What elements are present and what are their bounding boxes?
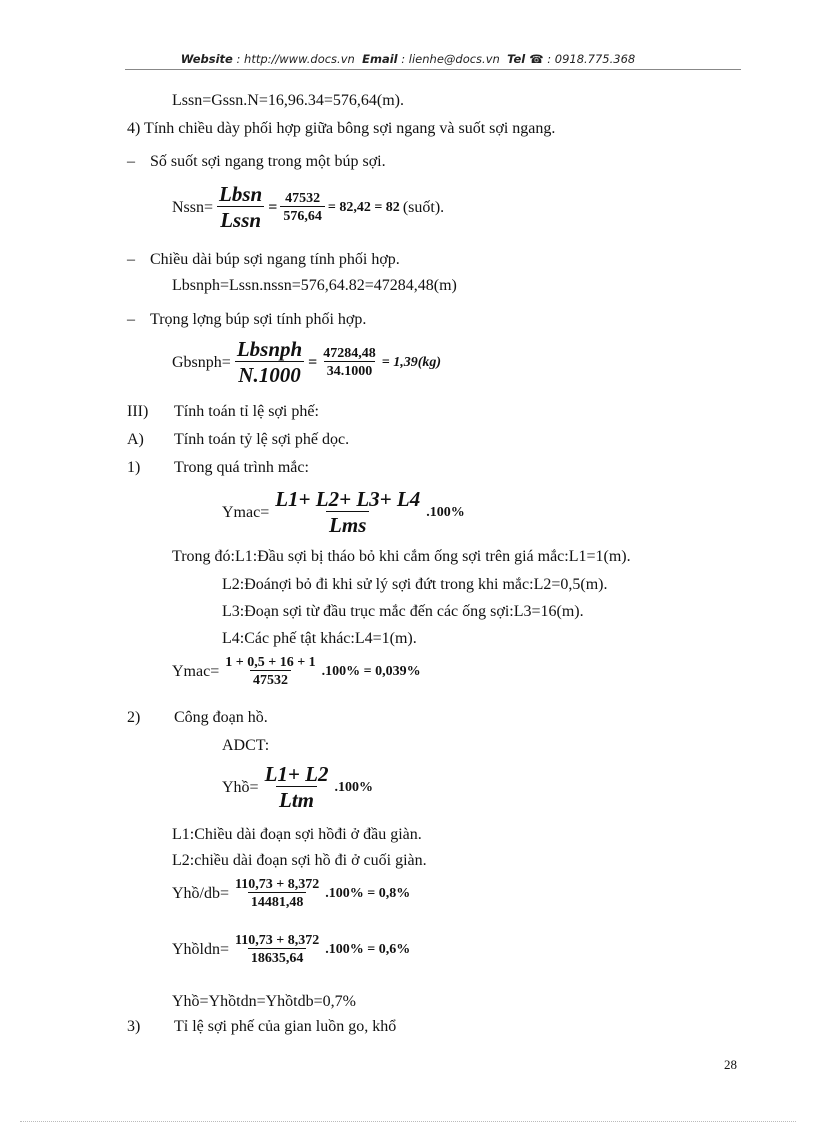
section-heading: Công đoạn hồ. bbox=[174, 709, 268, 726]
tel-label: Tel ☎ bbox=[507, 52, 544, 66]
page-header bbox=[0, 54, 816, 66]
text-line-yho-total: Yhồ=Yhồtdn=Yhồtdb=0,7% bbox=[172, 993, 356, 1010]
denominator: N.1000 bbox=[235, 361, 303, 387]
fraction bbox=[216, 183, 265, 232]
formula-result: .100% bbox=[334, 779, 373, 795]
numerator: 110,73 + 8,372 bbox=[235, 877, 320, 892]
numerator: 110,73 + 8,372 bbox=[235, 933, 320, 948]
section-number: 2) bbox=[127, 709, 141, 726]
formula-lhs: Ymac= bbox=[172, 662, 220, 680]
page-number: 28 bbox=[724, 1057, 737, 1072]
formula-yho-db bbox=[172, 877, 410, 911]
formula-gbsnph: Gbsnph= Lbsnph N.1000 = $\frac{47284,48}{34.1000}$ = 1,39(kg) bbox=[172, 337, 442, 388]
numerator: L1+ L2 bbox=[264, 762, 329, 786]
numerator: 1 + 0,5 + 16 + 1 bbox=[225, 655, 316, 670]
text-line-lbsnph: Lbsnph=Lssn.nssn=576,64.82=47284,48(m) bbox=[172, 277, 457, 294]
formula-unit: (suốt). bbox=[402, 198, 445, 216]
dash-bullet: – bbox=[127, 251, 135, 268]
text-line-adct: ADCT: bbox=[222, 737, 270, 754]
fraction bbox=[280, 191, 325, 225]
section-heading: Tính toán tỉ lệ sợi phế: bbox=[174, 403, 319, 420]
text-line-trong-luong: Trọng lợng búp sợi tính phối hợp. bbox=[150, 311, 367, 328]
fraction bbox=[272, 488, 423, 537]
formula-result: .100% = 0,8% bbox=[325, 885, 411, 901]
formula-result: .100% bbox=[426, 504, 465, 520]
denominator: 34.1000 bbox=[324, 361, 376, 379]
numerator: 47284,48 bbox=[323, 345, 376, 361]
denominator: Lssn bbox=[217, 206, 264, 232]
section-number: 1) bbox=[127, 459, 141, 476]
numerator: L1+ L2+ L3+ L4 bbox=[275, 487, 421, 511]
fraction bbox=[222, 655, 318, 689]
text-line-l3: L3:Đoạn sợi từ đầu trục mắc đến các ống sợi:L3=16(m). bbox=[222, 603, 584, 620]
formula-nssn: Nssn= Lbsn Lssn = $\frac{47532}{576,64}$ = 82,42 = 82 (suốt). bbox=[172, 182, 445, 233]
denominator: 18635,64 bbox=[248, 948, 307, 966]
text-line-l1: Trong đó:L1:Đầu sợi bị tháo bỏ khi cắm ống sợi trên giá mắc:L1=1(m). bbox=[172, 548, 631, 565]
denominator: Lms bbox=[326, 511, 369, 537]
section-number: 3) bbox=[127, 1018, 141, 1035]
formula-result: = 1,39(kg) bbox=[381, 354, 442, 370]
formula-lhs: Ymac= bbox=[222, 503, 270, 521]
denominator: 47532 bbox=[250, 670, 291, 688]
denominator: 14481,48 bbox=[248, 892, 307, 910]
section-heading: Tỉ lệ sợi phế của gian luồn go, khổ bbox=[174, 1018, 397, 1035]
section-number: III) bbox=[127, 403, 149, 420]
fraction bbox=[320, 346, 379, 380]
formula-lhs: Yhồldn= bbox=[172, 940, 230, 958]
numerator: 47532 bbox=[285, 190, 321, 206]
section-heading: Trong quá trình mắc: bbox=[174, 459, 309, 476]
dash-bullet: – bbox=[127, 311, 135, 328]
denominator: 576,64 bbox=[280, 206, 325, 224]
section-number: A) bbox=[127, 431, 144, 448]
fraction bbox=[232, 933, 322, 967]
text-line-l2-ho: L2:chiều dài đoạn sợi hồ đi ở cuối giàn. bbox=[172, 852, 427, 869]
formula-lhs: Yhồ/db= bbox=[172, 884, 230, 902]
formula-lhs: Gbsnph= bbox=[172, 353, 231, 371]
text-line-section-4: 4) Tính chiều dày phối hợp giữa bông sợi ngang và suốt sợi ngang. bbox=[127, 120, 556, 137]
numerator: Lbsnph bbox=[236, 337, 303, 361]
email-value[interactable]: : lienhe@docs.vn bbox=[401, 52, 500, 66]
denominator: Ltm bbox=[276, 786, 317, 812]
website-label: Website bbox=[180, 52, 233, 66]
formula-result: = 82,42 = 82 bbox=[327, 199, 400, 215]
formula-yho-dn bbox=[172, 933, 410, 967]
formula-lhs: Nssn= bbox=[172, 198, 214, 216]
header-divider bbox=[125, 69, 741, 70]
section-heading: Tính toán tỷ lệ sợi phế dọc. bbox=[174, 431, 350, 448]
formula-yho bbox=[222, 763, 373, 812]
tel-value: : 0918.775.368 bbox=[547, 52, 636, 66]
formula-ymac bbox=[222, 488, 465, 537]
text-line-so-suot: Số suốt sợi ngang trong một búp sợi. bbox=[150, 153, 386, 170]
fraction bbox=[262, 763, 332, 812]
fraction bbox=[234, 338, 305, 387]
formula-result: .100% = 0,6% bbox=[325, 941, 411, 957]
website-url[interactable]: : http://www.docs.vn bbox=[236, 52, 355, 66]
dash-bullet: – bbox=[127, 153, 135, 170]
fraction bbox=[232, 877, 322, 911]
formula-ymac-value bbox=[172, 655, 421, 689]
email-label: Email bbox=[362, 52, 398, 66]
footer-divider bbox=[20, 1121, 796, 1122]
text-line-l4: L4:Các phế tật khác:L4=1(m). bbox=[222, 630, 417, 647]
numerator: Lbsn bbox=[219, 182, 263, 206]
text-line-lssn: Lssn=Gssn.N=16,96.34=576,64(m). bbox=[172, 92, 404, 109]
formula-result: .100% = 0,039% bbox=[321, 663, 421, 679]
text-line-l1-ho: L1:Chiều dài đoạn sợi hồđi ở đầu giàn. bbox=[172, 826, 422, 843]
text-line-l2: L2:Đoánợi bỏ đi khi sử lý sợi đứt trong khi mắc:L2=0,5(m). bbox=[222, 576, 608, 593]
text-line-chieu-dai: Chiều dài búp sợi ngang tính phối hợp. bbox=[150, 251, 400, 268]
formula-lhs: Yhồ= bbox=[222, 778, 259, 796]
